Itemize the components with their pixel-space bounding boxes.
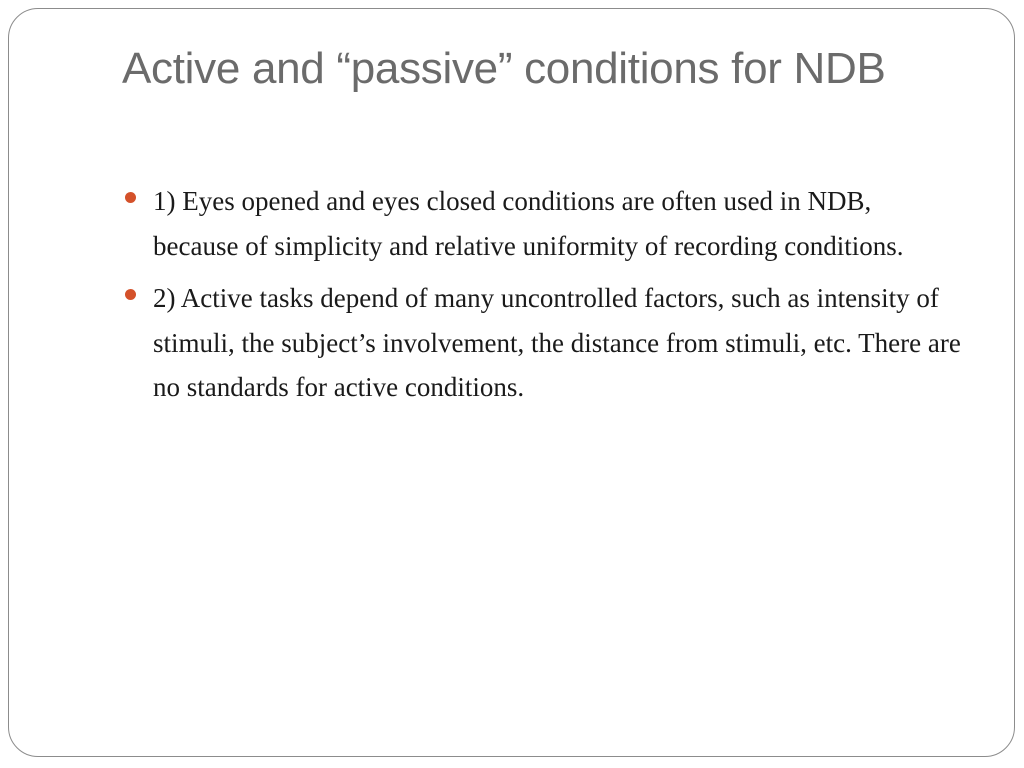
slide-frame <box>8 8 1015 757</box>
bullet-list <box>122 179 962 418</box>
bullet-item <box>122 179 962 268</box>
bullet-text: 2) Active tasks depend of many uncontrolled factors, such as intensity of stimuli, the subject’s involvement, the distance from stimuli, etc. There are no standards for active conditions. <box>153 283 961 402</box>
bullet-text: 1) Eyes opened and eyes closed conditions are often used in NDB, because of simplicity and relative uniformity of recording conditions. <box>153 186 904 261</box>
slide-title: Active and “passive” conditions for NDB <box>122 44 886 93</box>
bullet-dot-icon <box>125 192 136 203</box>
bullet-item <box>122 276 962 410</box>
bullet-dot-icon <box>125 289 136 300</box>
